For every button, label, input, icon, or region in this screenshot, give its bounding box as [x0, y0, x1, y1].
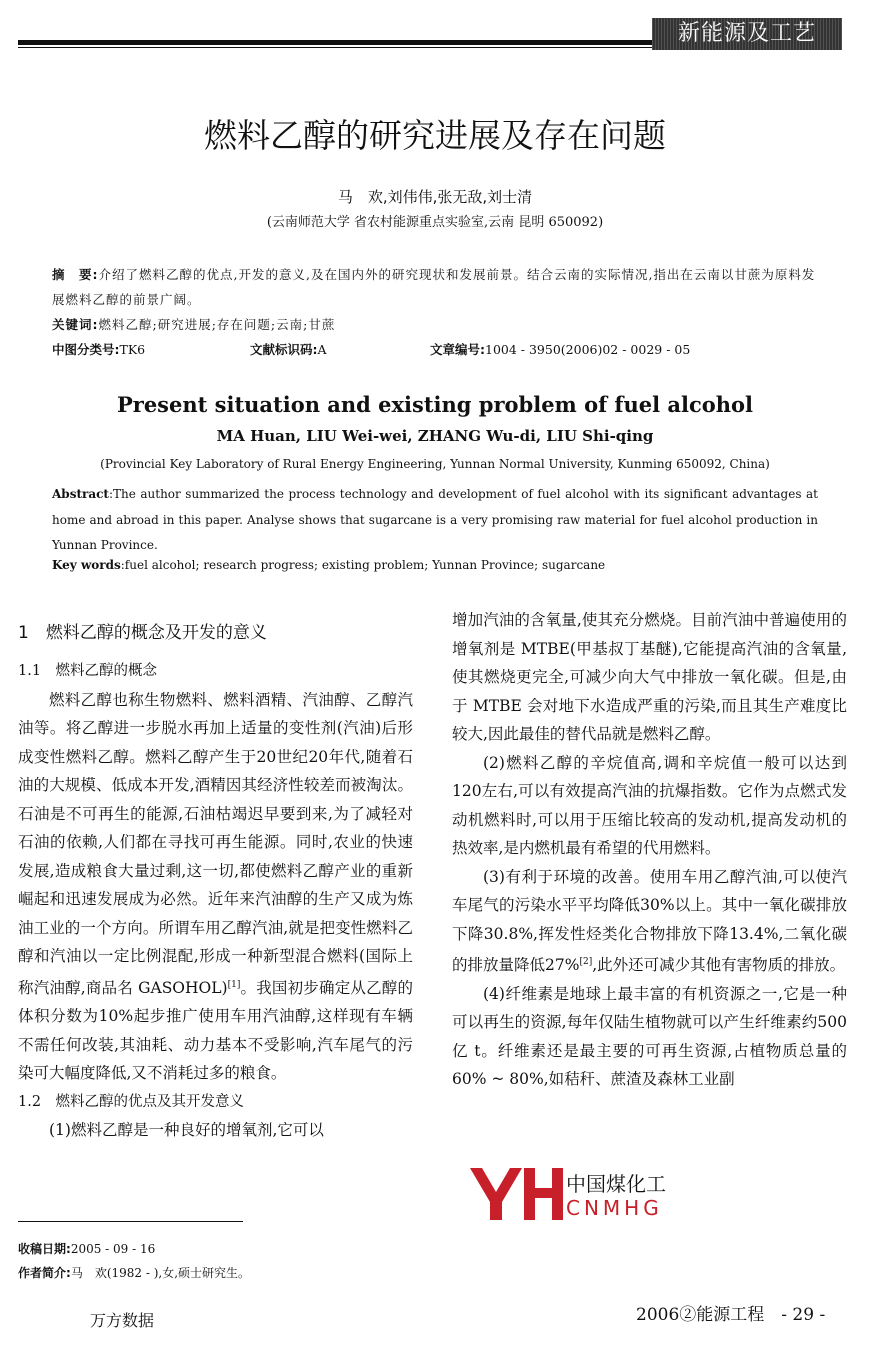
- watermark-mark-icon: [466, 1162, 566, 1224]
- subsection-heading: 1.1 燃料乙醇的概念: [18, 663, 158, 679]
- watermark-cn: 中国煤化工: [566, 1168, 666, 1197]
- english-keywords: Key words:fuel alcohol; research progress; existing problem; Yunnan Province; sugarcane: [52, 558, 606, 572]
- subsection-heading: 1.2 燃料乙醇的优点及其开发意义: [18, 1093, 245, 1110]
- abstract-cn: [52, 262, 822, 337]
- affiliation: (云南师范大学 省农村能源重点实验室,云南 昆明 650092): [266, 215, 604, 230]
- header-rule-thin: [18, 47, 652, 48]
- citation: [1]: [227, 979, 241, 990]
- body-column-right: [452, 606, 847, 1094]
- footer-source: 万方数据: [90, 1311, 155, 1330]
- body-column-left: [18, 615, 413, 1145]
- section-tag: 新能源及工艺: [652, 18, 842, 50]
- footnote-author: 作者简介:马 欢(1982 - ),女,硕士研究生。: [18, 1266, 251, 1280]
- english-title: Present situation and existing problem of fuel alcohol: [116, 392, 754, 417]
- paragraph: (4)纤维素是地球上最丰富的有机资源之一,它是一种可以再生的资源,每年仅陆生植物就可以产生纤维素约500亿 t。纤维素还是最主要的可再生资源,占植物质总量的60% ~ 80%,如秸秆、蔗渣及森林工业副: [452, 984, 847, 1089]
- authors: 马 欢,刘伟伟,张无敌,刘士清: [337, 188, 533, 206]
- paragraph: (2)燃料乙醇的辛烷值高,调和辛烷值一般可以达到120左右,可以有效提高汽油的抗爆指数。它作为点燃式发动机燃料时,可以用于压缩比较高的发动机,提高发动机的热效率,是内燃机最有希望的代用燃料。: [452, 753, 847, 857]
- footnote-rule: [18, 1221, 243, 1222]
- header-rule: [18, 40, 652, 45]
- paragraph: (3)有利于环境的改善。使用车用乙醇汽油,可以使汽车尾气的污染水平平均降低30%以上。其中一氧化碳排放下降30.8%,挥发性烃类化合物排放下降13.4%,二氧化碳的排放量降低27%[2],此外还可减少其他有害物质的排放。: [452, 867, 847, 975]
- footnote-received: 收稿日期:2005 - 09 - 16: [18, 1242, 156, 1256]
- section-heading: 1 燃料乙醇的概念及开发的意义: [18, 623, 267, 643]
- citation: [2]: [579, 957, 593, 967]
- keywords-text: 燃料乙醇;研究进展;存在问题;云南;甘蔗: [98, 317, 336, 332]
- paragraph: (1)燃料乙醇是一种良好的增氧剂,它可以: [49, 1121, 324, 1140]
- clc-number: 中图分类号:TK6: [52, 342, 146, 357]
- watermark-en: CNMHG: [566, 1196, 663, 1220]
- keywords-label: 关键词:: [52, 317, 99, 332]
- watermark-logo: [466, 1162, 678, 1224]
- english-abstract: Abstract:The author summarized the process technology and development of fuel alcohol with its significant advantages at home and abroad in this paper. Analyse shows that sugarcane is a very promising raw material for fuel alcohol production in Yunnan Province.: [52, 487, 818, 552]
- abstract-text: 介绍了燃料乙醇的优点,开发的意义,及在国内外的研究现状和发展前景。结合云南的实际情况,指出在云南以甘蔗为原料发展燃料乙醇的前景广阔。: [52, 267, 816, 307]
- abstract-label: 摘 要:: [52, 267, 99, 282]
- english-affiliation: (Provincial Key Laboratory of Rural Energy Engineering, Yunnan Normal University, Kunming 650092, China): [100, 457, 770, 471]
- doc-code: 文献标识码:A: [250, 342, 327, 357]
- paper-title: 燃料乙醇的研究进展及存在问题: [204, 116, 666, 155]
- paragraph: 增加汽油的含氧量,使其充分燃烧。目前汽油中普遍使用的增氧剂是 MTBE(甲基叔丁基醚),它能提高汽油的含氧量,使其燃烧更完全,可减少向大气中排放一氧化碳。但是,由于 MTBE 会对地下水造成严重的污染,而且其生产难度比较大,因此最佳的替代品就是燃料乙醇。: [452, 611, 847, 743]
- paragraph: 燃料乙醇也称生物燃料、燃料酒精、汽油醇、乙醇汽油等。将乙醇进一步脱水再加上适量的变性剂(汽油)后形成变性燃料乙醇。燃料乙醇产生于20世纪20年代,随着石油的大规模、低成本开发,酒精因其经济性较差而被淘汰。石油是不可再生的能源,石油枯竭迟早要到来,为了减轻对石油的依赖,人们都在寻找可再生能源。同时,农业的快速发展,造成粮食大量过剩,这一切,都使燃料乙醇产业的重新崛起和迅速发展成为必然。近年来汽油醇的生产又成为炼油工业的一个方向。所谓车用乙醇汽油,就是把变性燃料乙醇和汽油以一定比例混配,形成一种新型混合燃料(国际上称汽油醇,商品名 GASOHOL)[1]。我国初步确定从乙醇的体积分数为10%起步推广使用车用汽油醇,这样现有车辆不需任何改装,其油耗、动力基本不受影响,汽车尾气的污染可大幅度降低,又不消耗过多的粮食。: [18, 690, 413, 1083]
- footer-page: 2006②能源工程 - 29 -: [636, 1305, 826, 1325]
- article-number: 文章编号:1004 - 3950(2006)02 - 0029 - 05: [430, 342, 691, 357]
- english-authors: MA Huan, LIU Wei-wei, ZHANG Wu-di, LIU Shi-qing: [216, 427, 654, 445]
